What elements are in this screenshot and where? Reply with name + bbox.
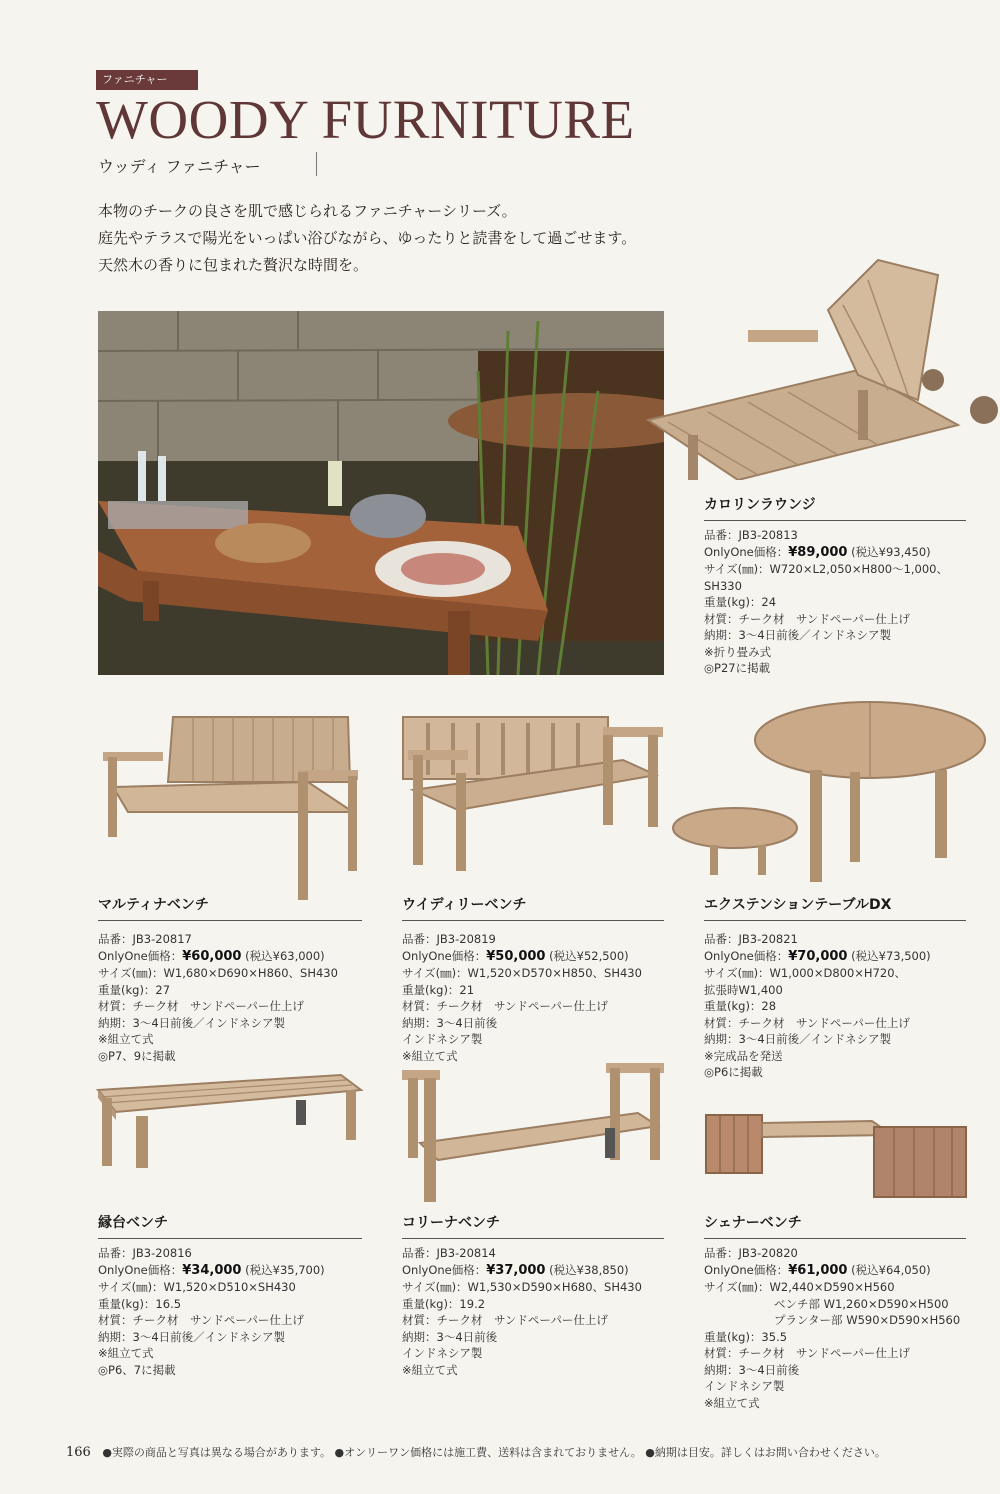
product-price: OnlyOne価格：¥70,000 (税込¥73,500)	[704, 948, 931, 964]
product-divider	[98, 1238, 362, 1239]
product-specs	[402, 931, 642, 1064]
spec-line: 納期：3〜4日前後／インドネシア製	[704, 628, 892, 642]
spec-line: 材質：チーク材 サンドペーパー仕上げ	[704, 1015, 910, 1030]
spec-line: 納期：3〜4日前後／インドネシア製	[98, 1015, 286, 1030]
spec-line: 材質：チーク材 サンドペーパー仕上げ	[402, 1313, 608, 1327]
product-name: 縁台ベンチ	[98, 1215, 168, 1231]
product-specs	[98, 931, 338, 1064]
spec-line: ※組立て式	[704, 1395, 760, 1410]
spec-line: ※折り畳み式	[704, 644, 772, 659]
spec-line: サイズ(㎜)：W1,520×D510×SH430	[98, 1280, 296, 1294]
product-name: ウイディリーベンチ	[402, 897, 527, 913]
engawa-bench-image	[96, 1070, 366, 1170]
footer-notes: ●実際の商品と写真は異なる場合があります。 ●オンリーワン価格には施工費、送料は含まれておりません。 ●納期は目安。詳しくはお問い合わせください。	[102, 1446, 886, 1459]
spec-line: 重量(kg)：24	[704, 595, 777, 609]
intro-line: 庭先やテラスで陽光をいっぱい浴びながら、ゆったりと読書をして過ごせます。	[98, 229, 637, 247]
spec-line: ※組立て式	[402, 1048, 458, 1063]
spec-line: ※完成品を発送	[704, 1048, 783, 1063]
product-name: シェナーベンチ	[704, 1215, 802, 1231]
collina-bench-image	[400, 1058, 670, 1208]
product-price: OnlyOne価格：¥61,000 (税込¥64,050)	[704, 1262, 931, 1278]
spec-line: 重量(kg)：16.5	[98, 1296, 182, 1311]
product-name: マルティナベンチ	[98, 897, 209, 913]
product-specs	[704, 1245, 960, 1411]
spec-line: 納期：3〜4日前後	[402, 1329, 498, 1344]
product-code: 品番：JB3-20814	[402, 1246, 496, 1260]
spec-line: 重量(kg)：27	[98, 982, 171, 997]
intro-line: 本物のチークの良さを肌で感じられるファニチャーシリーズ。	[98, 202, 517, 220]
spec-line: サイズ(㎜)：W720×L2,050×H800〜1,000、	[704, 562, 948, 576]
spec-line: インドネシア製	[704, 1379, 785, 1393]
spec-line: 材質：チーク材 サンドペーパー仕上げ	[98, 999, 304, 1013]
intro-line: 天然木の香りに包まれた贅沢な時間を。	[98, 256, 369, 274]
product-code: 品番：JB3-20820	[704, 1246, 798, 1260]
product-price: OnlyOne価格：¥34,000 (税込¥35,700)	[98, 1262, 325, 1278]
spec-line: プランター部 W590×D590×H560	[774, 1313, 961, 1327]
martina-bench-image	[98, 712, 368, 902]
product-code: 品番：JB3-20816	[98, 1246, 192, 1260]
product-code: 品番：JB3-20817	[98, 932, 192, 946]
product-specs	[402, 1245, 642, 1378]
page-number: 166	[66, 1445, 91, 1460]
spec-line: 重量(kg)：19.2	[402, 1296, 486, 1311]
spec-line: ◎P6に掲載	[704, 1065, 763, 1079]
spec-line: 納期：3〜4日前後／インドネシア製	[98, 1329, 286, 1344]
spec-line: ※組立て式	[402, 1362, 458, 1377]
product-divider	[704, 520, 966, 521]
spec-line: サイズ(㎜)：W1,530×D590×H680、SH430	[402, 1280, 642, 1294]
page-footer	[66, 1444, 886, 1460]
spec-line: 重量(kg)：35.5	[704, 1329, 788, 1344]
spec-line: 材質：チーク材 サンドペーパー仕上げ	[98, 1313, 304, 1327]
spec-line: サイズ(㎜)：W1,680×D690×H860、SH430	[98, 966, 338, 980]
product-specs	[98, 1245, 325, 1378]
spec-line: 納期：3〜4日前後／インドネシア製	[704, 1032, 892, 1046]
spec-line: 納期：3〜4日前後	[402, 1015, 498, 1030]
product-code: 品番：JB3-20819	[402, 932, 496, 946]
product-price: OnlyOne価格：¥50,000 (税込¥52,500)	[402, 948, 629, 964]
lounge-chair-image	[628, 250, 1000, 480]
siena-bench-image	[702, 1105, 972, 1205]
spec-line: 重量(kg)：28	[704, 999, 777, 1013]
garden-scene-photo	[98, 311, 664, 675]
product-divider	[98, 920, 362, 921]
spec-line: 重量(kg)：21	[402, 982, 475, 997]
product-specs	[704, 931, 931, 1081]
product-divider	[704, 920, 966, 921]
product-name: コリーナベンチ	[402, 1215, 500, 1231]
product-specs	[704, 527, 948, 677]
page-title: WOODY FURNITURE	[96, 89, 635, 150]
spec-line: サイズ(㎜)：W2,440×D590×H560	[704, 1280, 895, 1294]
product-code: 品番：JB3-20821	[704, 932, 798, 946]
spec-line: ◎P27に掲載	[704, 661, 771, 675]
spec-line: 材質：チーク材 サンドペーパー仕上げ	[402, 999, 608, 1013]
spec-line: ◎P6、7に掲載	[98, 1362, 176, 1377]
spec-line: ◎P7、9に掲載	[98, 1048, 176, 1063]
spec-line: サイズ(㎜)：W1,000×D800×H720、	[704, 966, 907, 980]
page-subtitle: ウッディ ファニチャー	[98, 157, 261, 176]
product-divider	[402, 1238, 664, 1239]
spec-line: ※組立て式	[98, 1346, 154, 1360]
spec-line: 拡張時W1,400	[704, 982, 783, 997]
product-code: 品番：JB3-20813	[704, 528, 798, 542]
product-price: OnlyOne価格：¥60,000 (税込¥63,000)	[98, 948, 325, 964]
spec-line: SH330	[704, 578, 742, 593]
product-divider	[402, 920, 664, 921]
spec-line: 材質：チーク材 サンドペーパー仕上げ	[704, 611, 910, 626]
subtitle-divider	[316, 152, 317, 176]
product-price: OnlyOne価格：¥89,000 (税込¥93,450)	[704, 544, 931, 560]
product-price: OnlyOne価格：¥37,000 (税込¥38,850)	[402, 1262, 629, 1278]
spec-line: 納期：3〜4日前後	[704, 1362, 800, 1377]
product-name: カロリンラウンジ	[704, 497, 816, 513]
spec-line: インドネシア製	[402, 1032, 483, 1046]
extension-table-image	[670, 700, 990, 890]
product-name: エクステンションテーブルDX	[704, 897, 892, 913]
widely-bench-image	[398, 695, 668, 875]
spec-line: ※組立て式	[98, 1032, 154, 1046]
spec-line: 材質：チーク材 サンドペーパー仕上げ	[704, 1346, 910, 1360]
spec-line: ベンチ部 W1,260×D590×H500	[774, 1296, 949, 1311]
category-tag: ファニチャー	[96, 70, 198, 90]
spec-line: インドネシア製	[402, 1346, 483, 1360]
intro-text	[98, 198, 636, 279]
product-divider	[704, 1238, 966, 1239]
spec-line: サイズ(㎜)：W1,520×D570×H850、SH430	[402, 966, 642, 980]
